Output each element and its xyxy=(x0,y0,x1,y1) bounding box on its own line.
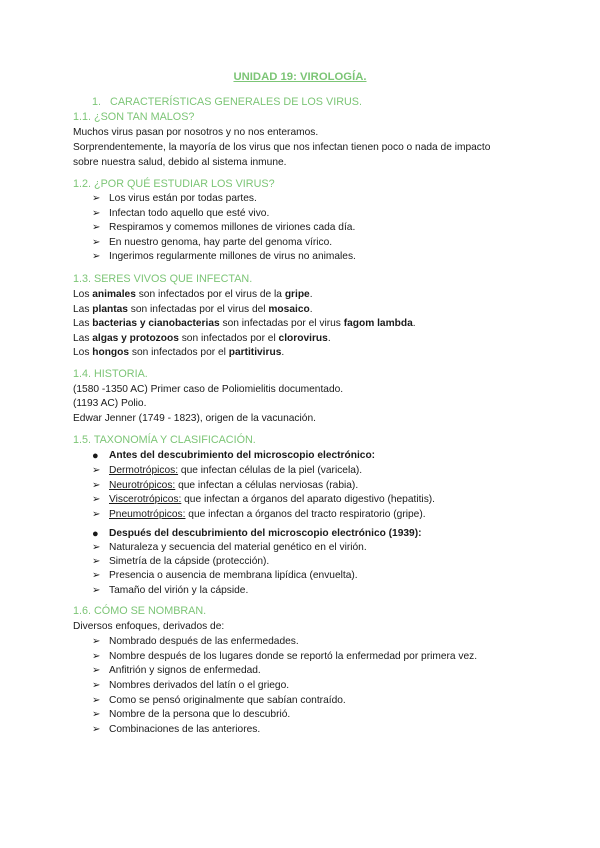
document-title: UNIDAD 19: VIROLOGÍA. xyxy=(233,71,367,83)
paragraph: sobre nuestra salud, debido al sistema inmune. xyxy=(73,157,287,168)
section-1-heading xyxy=(92,96,362,108)
section-1-number: 1. xyxy=(92,96,102,108)
arrow-bullet-icon: ➢ xyxy=(92,680,101,691)
heading-1-3: 1.3. SERES VIVOS QUE INFECTAN. xyxy=(73,273,253,285)
paragraph: Diversos enfoques, derivados de: xyxy=(73,621,225,632)
heading-1-5: 1.5. TAXONOMÍA Y CLASIFICACIÓN. xyxy=(73,434,256,446)
arrow-bullet-icon: ➢ xyxy=(92,585,101,596)
paragraph: Sorprendentemente, la mayoría de los virus que nos infectan tienen poco o nada de impacto xyxy=(73,142,491,153)
heading-1-6: 1.6. CÓMO SE NOMBRAN. xyxy=(73,605,207,617)
arrow-bullet-icon: ➢ xyxy=(92,570,101,581)
arrow-bullet-icon: ➢ xyxy=(92,193,101,204)
infection-row: Los hongos son infectados por el partitivirus. xyxy=(73,347,285,358)
bullet-icon: ● xyxy=(92,528,99,540)
arrow-bullet-icon: ➢ xyxy=(92,222,101,233)
arrow-bullet-icon: ➢ xyxy=(92,665,101,676)
arrow-bullet-icon: ➢ xyxy=(92,636,101,647)
arrow-bullet-icon: ➢ xyxy=(92,651,101,662)
arrow-bullet-icon: ➢ xyxy=(92,709,101,720)
history-line: (1193 AC) Polio. xyxy=(73,398,147,409)
arrow-bullet-icon: ➢ xyxy=(92,724,101,735)
infection-row: Las bacterias y cianobacterias son infectadas por el virus fagom lambda. xyxy=(73,318,416,329)
arrow-bullet-icon: ➢ xyxy=(92,542,101,553)
section-1-label: CARACTERÍSTICAS GENERALES DE LOS VIRUS. xyxy=(110,96,363,108)
paragraph: Muchos virus pasan por nosotros y no nos enteramos. xyxy=(73,127,319,138)
history-line: (1580 -1350 AC) Primer caso de Poliomielitis documentado. xyxy=(73,384,344,395)
arrow-bullet-icon: ➢ xyxy=(92,208,101,219)
infection-row: Las plantas son infectadas por el virus del mosaico. xyxy=(73,304,313,315)
heading-1-4: 1.4. HISTORIA. xyxy=(73,368,148,380)
arrow-bullet-icon: ➢ xyxy=(92,465,101,476)
arrow-bullet-icon: ➢ xyxy=(92,237,101,248)
arrow-bullet-icon: ➢ xyxy=(92,494,101,505)
bullet-icon: ● xyxy=(92,450,99,462)
document-page: UNIDAD 19: VIROLOGÍA. 1. CARACTERÍSTICAS GENERALES DE LOS VIRUS. 1.1. ¿SON TAN MALOS? Muchos virus pasan por nosotros y no nos enteramos. Sorprendentemente, la mayoría de los virus que nos infectan tienen poco o nada de impacto sobre nuestra salud, debido al sistema inmune. 1.2. ¿POR QUÉ ESTUDIAR LOS VIRUS? ➢ Los virus están por todas partes. ➢ Infectan todo aquello que esté vivo. ➢ Respiramos y comemos millones de viriones cada día. ➢ En nuestro genoma, hay parte del genoma vírico. ➢ Ingerimos regularmente millones de virus no animales. 1.3. SERES VIVOS QUE INFECTAN. Los animales son infectados por el virus de la gripe. Las plantas son infectadas por el virus del mosaico. Las bacterias y cianobacterias son infectadas por el virus fagom lambda. Las algas y protozoos son infectados por el clorovirus. Los hongos son infectados por el partitivirus. 1.4. HISTORIA. (1580 -1350 AC) Primer caso de Poliomielitis documentado. (1193 AC) Polio. Edwar Jenner (1749 - 1823), origen de la vacunación. 1.5. TAXONOMÍA Y CLASIFICACIÓN. ● Antes del descubrimiento del microscopio electrónico: ➢ Dermotrópicos: que infectan células de la piel (varicela). ➢ Neurotrópicos: que infectan a células nerviosas (rabia). ➢ Viscerotrópicos: que infectan a órganos del aparato digestivo (hepatitis). ➢ Pneumotrópicos: que infectan a órganos del tracto respiratorio (gripe). ● Después del descubrimiento del microscopio electrónico (1939): ➢ Naturaleza y secuencia del material genético en el virión. ➢ Simetría de la cápside (protección). ➢ Presencia o ausencia de membrana lipídica (envuelta). ➢ Tamaño del virión y la cápside. 1.6. CÓMO SE NOMBRAN. Diversos enfoques, derivados de: ➢ Nombrado después de las enfermedades. ➢ Nombre después de los lugares donde se reportó la enfermedad por primera vez. ➢ Anfitrión y signos de enfermedad. ➢ Nombres derivados del latín o el griego. ➢ Como se pensó originalmente que sabían contraído. ➢ Nombre de la persona que lo descubrió. ➢ Combinaciones de las anteriores. xyxy=(0,0,600,848)
infection-row: Los animales son infectados por el virus de la gripe. xyxy=(73,289,313,300)
heading-1-2: 1.2. ¿POR QUÉ ESTUDIAR LOS VIRUS? xyxy=(73,178,275,190)
arrow-bullet-icon: ➢ xyxy=(92,556,101,567)
infection-row: Las algas y protozoos son infectados por el clorovirus. xyxy=(73,333,331,344)
arrow-bullet-icon: ➢ xyxy=(92,251,101,262)
arrow-bullet-icon: ➢ xyxy=(92,695,101,706)
heading-1-1: 1.1. ¿SON TAN MALOS? xyxy=(73,111,195,123)
arrow-bullet-icon: ➢ xyxy=(92,509,101,520)
history-line: Edwar Jenner (1749 - 1823), origen de la vacunación. xyxy=(73,413,316,424)
arrow-bullet-icon: ➢ xyxy=(92,480,101,491)
